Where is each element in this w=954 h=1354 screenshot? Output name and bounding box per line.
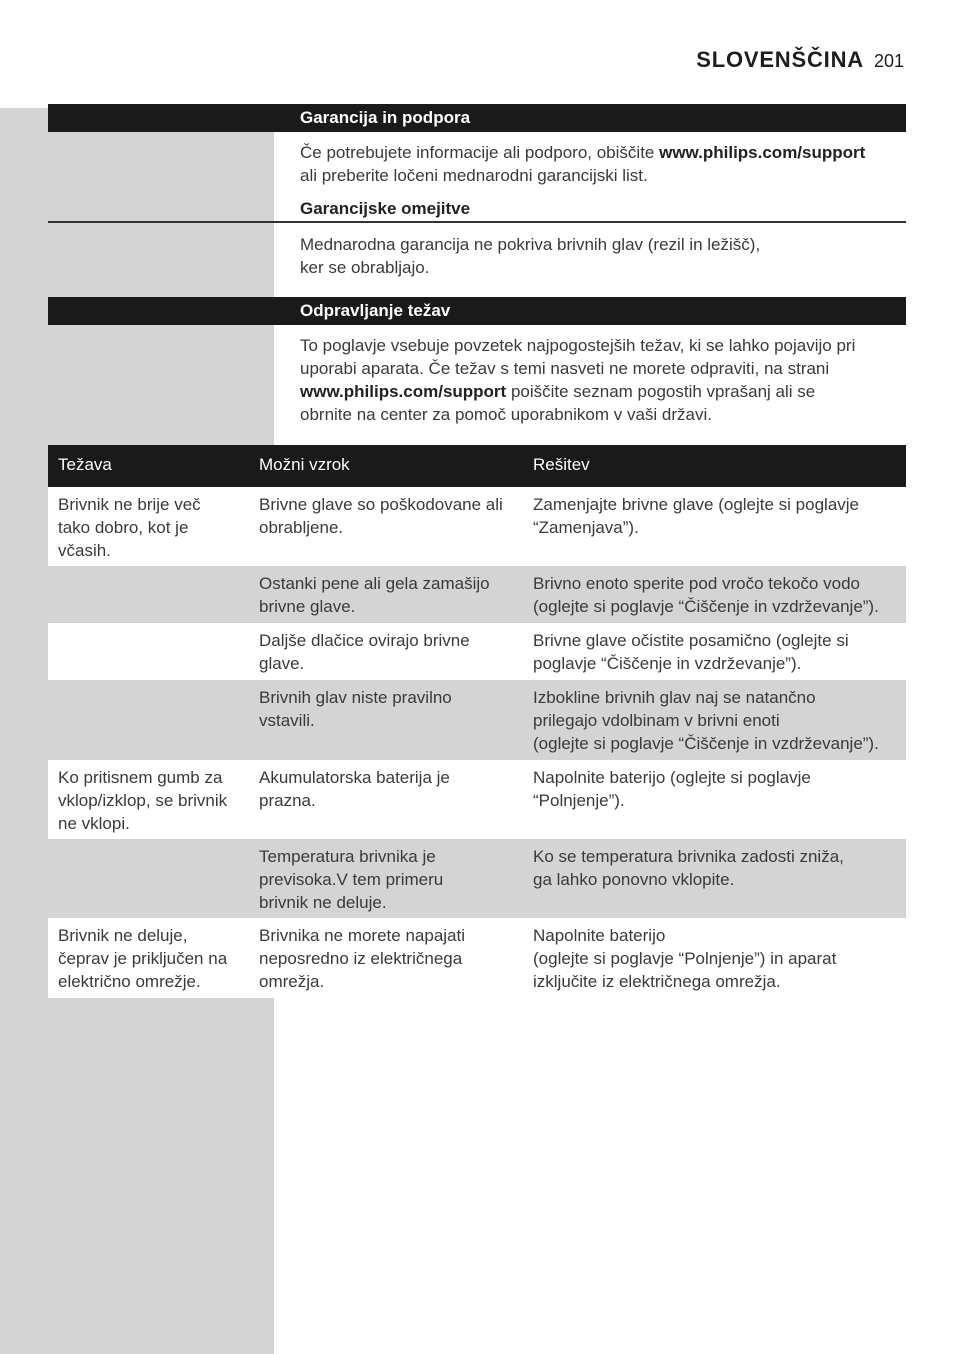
column-header-cause: Možni vzrok	[259, 455, 350, 474]
cause-line: Ostanki pene ali gela zamašijo	[259, 574, 490, 593]
paragraph-line: ker se obrabljajo.	[300, 258, 430, 277]
solution-cell	[533, 686, 879, 755]
solution-line: poglavje “Čiščenje in vzdrževanje”).	[533, 654, 802, 673]
cause-line: obrabljene.	[259, 518, 344, 537]
paragraph-line	[300, 380, 855, 403]
cause-line: Temperatura brivnika je	[259, 847, 436, 866]
warranty-paragraph	[300, 141, 865, 187]
table-row	[48, 918, 906, 998]
subsection-title-limitations: Garancijske omejitve	[300, 199, 471, 218]
paragraph-text: poiščite seznam pogostih vprašanj ali se	[506, 382, 816, 401]
paragraph-line: To poglavje vsebuje povzetek najpogostejših težav, ki se lahko pojavijo pri	[300, 336, 856, 355]
cause-line: vstavili.	[259, 711, 315, 730]
solution-line: Napolnite baterijo (oglejte si poglavje	[533, 768, 811, 787]
problem-line: Brivnik ne brije več	[58, 495, 201, 514]
solution-line: Izbokline brivnih glav naj se natančno	[533, 688, 816, 707]
paragraph-text: Če potrebujete informacije ali podporo, obiščite	[300, 143, 660, 162]
solution-line: (oglejte si poglavje “Čiščenje in vzdrževanje”).	[533, 597, 879, 616]
limitations-paragraph	[300, 233, 760, 279]
table-row	[48, 566, 906, 623]
cause-line: Daljše dlačice ovirajo brivne	[259, 631, 470, 650]
solution-line: (oglejte si poglavje “Čiščenje in vzdrževanje”).	[533, 734, 879, 753]
solution-line: Brivno enoto sperite pod vročo tekočo vodo	[533, 574, 860, 593]
cause-line: neposredno iz električnega	[259, 949, 463, 968]
problem-line: tako dobro, kot je	[58, 518, 189, 537]
cause-cell	[259, 766, 450, 812]
section-title-troubleshooting: Odpravljanje težav	[300, 301, 451, 320]
cause-line: Brivnih glav niste pravilno	[259, 688, 452, 707]
solution-cell	[533, 572, 879, 618]
solution-line: “Zamenjava”).	[533, 518, 639, 537]
solution-line: Brivne glave očistite posamično (oglejte si	[533, 631, 849, 650]
page-header	[696, 46, 904, 74]
cause-line: brivnik ne deluje.	[259, 893, 387, 912]
support-url-text: www.philips.com/support	[659, 143, 866, 162]
column-header-solution: Rešitev	[533, 455, 590, 474]
table-header-row	[48, 445, 906, 487]
language-title: SLOVENŠČINA	[696, 47, 864, 72]
cause-line: Akumulatorska baterija je	[259, 768, 450, 787]
cause-line: previsoka.V tem primeru	[259, 870, 444, 889]
cause-cell	[259, 493, 503, 539]
problem-line: električno omrežje.	[58, 972, 201, 991]
problem-line: čeprav je priključen na	[58, 949, 228, 968]
solution-line: Napolnite baterijo	[533, 926, 666, 945]
cause-line: prazna.	[259, 791, 316, 810]
page-number: 201	[873, 51, 904, 71]
section-bar-warranty	[48, 104, 906, 132]
problem-line: Brivnik ne deluje,	[58, 926, 188, 945]
section-title-warranty: Garancija in podpora	[300, 108, 471, 127]
paragraph-line: uporabi aparata. Če težav s temi nasveti ne morete odpraviti, na strani	[300, 359, 830, 378]
column-header-problem: Težava	[58, 455, 112, 474]
solution-line: “Polnjenje”).	[533, 791, 625, 810]
solution-line: izključite iz električnega omrežja.	[533, 972, 781, 991]
solution-line: (oglejte si poglavje “Polnjenje”) in aparat	[533, 949, 837, 968]
table-row	[48, 487, 906, 566]
solution-line: Ko se temperatura brivnika zadosti zniža,	[533, 847, 844, 866]
cause-line: Brivnika ne morete napajati	[259, 926, 466, 945]
subsection-rule	[48, 221, 906, 223]
cause-cell	[259, 572, 490, 618]
table-row	[48, 680, 906, 760]
support-url-text: www.philips.com/support	[300, 382, 507, 401]
section-bar-troubleshooting	[48, 297, 906, 325]
problem-line: Ko pritisnem gumb za	[58, 768, 223, 787]
paragraph-line: obrnite na center za pomoč uporabnikom v vaši državi.	[300, 405, 712, 424]
troubleshooting-table	[48, 445, 906, 998]
solution-line: ga lahko ponovno vklopite.	[533, 870, 735, 889]
solution-line: prilegajo vdolbinam v brivni enoti	[533, 711, 780, 730]
cause-line: Brivne glave so poškodovane ali	[259, 495, 503, 514]
cause-line: brivne glave.	[259, 597, 356, 616]
problem-cell	[58, 493, 201, 562]
solution-cell	[533, 845, 844, 891]
cause-cell	[259, 686, 452, 732]
paragraph-line: ali preberite ločeni mednarodni garancijski list.	[300, 166, 648, 185]
table-row	[48, 623, 906, 680]
solution-cell	[533, 766, 811, 812]
cause-line: omrežja.	[259, 972, 325, 991]
troubleshooting-paragraph	[300, 334, 855, 426]
problem-cell	[58, 766, 227, 835]
table-row	[48, 760, 906, 839]
paragraph-line	[300, 141, 865, 164]
problem-line: ne vklopi.	[58, 814, 130, 833]
problem-line: vklop/izklop, se brivnik	[58, 791, 228, 810]
solution-cell	[533, 493, 859, 539]
paragraph-line: Mednarodna garancija ne pokriva brivnih glav (rezil in ležišč),	[300, 235, 761, 254]
solution-cell	[533, 924, 836, 993]
solution-line: Zamenjajte brivne glave (oglejte si poglavje	[533, 495, 860, 514]
cause-line: glave.	[259, 654, 305, 673]
cause-cell	[259, 845, 443, 914]
problem-line: včasih.	[58, 541, 111, 560]
problem-cell	[58, 924, 227, 993]
table-row	[48, 839, 906, 918]
cause-cell	[259, 629, 470, 675]
solution-cell	[533, 629, 849, 675]
cause-cell	[259, 924, 465, 993]
